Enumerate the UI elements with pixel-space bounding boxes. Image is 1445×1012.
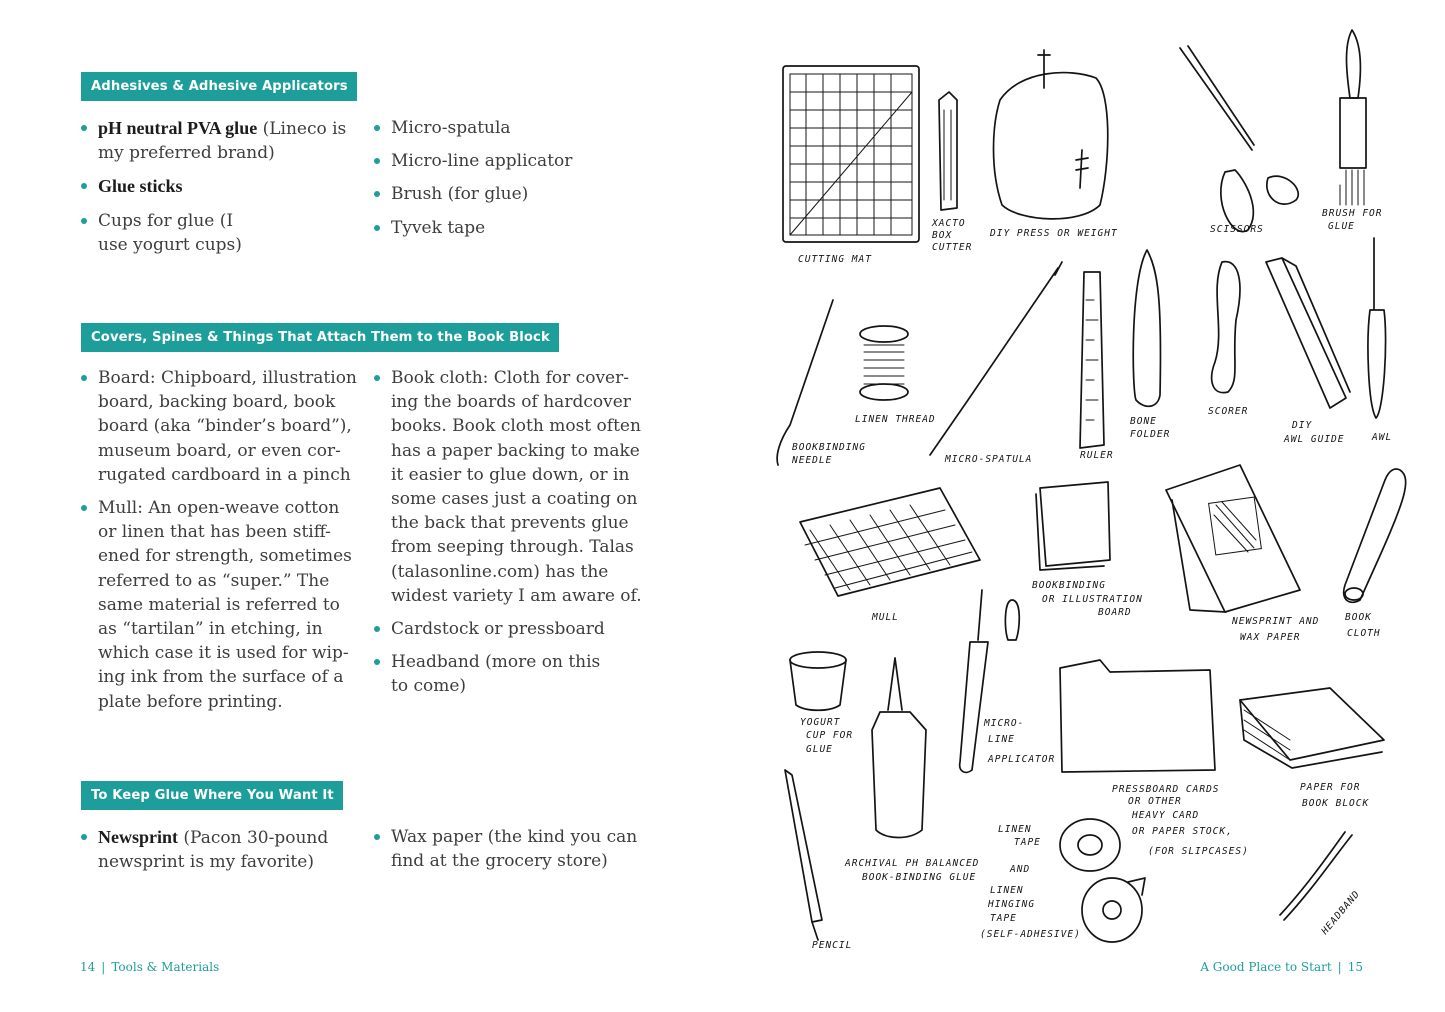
label-linen-tape-1: LINEN xyxy=(998,824,1032,835)
scissors-sketch xyxy=(1180,46,1298,232)
label-microline-2: LINE xyxy=(988,734,1015,745)
label-awl-guide-2: AWL GUIDE xyxy=(1284,434,1345,445)
label-needle-2: NEEDLE xyxy=(792,455,833,466)
bone-folder-sketch xyxy=(1133,250,1160,406)
label-linen-tape-2: TAPE xyxy=(1014,837,1041,848)
left-page xyxy=(0,0,720,1012)
label-newsprint-2: WAX PAPER xyxy=(1240,632,1301,643)
label-pencil: PENCIL xyxy=(812,940,853,951)
list-item: Brush (for glue) xyxy=(373,182,653,206)
diy-press-sketch xyxy=(994,50,1108,219)
label-bone-folder-2: FOLDER xyxy=(1130,429,1171,440)
label-newsprint-1: NEWSPRINT AND xyxy=(1232,616,1320,627)
label-headband: HEADBAND xyxy=(1319,888,1363,937)
label-glue-2: BOOK-BINDING GLUE xyxy=(862,872,977,883)
label-yogurt-1: YOGURT xyxy=(800,717,841,728)
label-needle-1: BOOKBINDING xyxy=(792,442,866,453)
list-item: Board: Chipboard, illustration board, backing board, book board (aka “binder’s board”), museum board, or even cor-rugated cardboard in a pinch xyxy=(80,366,358,487)
label-pressboard-5: (FOR SLIPCASES) xyxy=(1148,846,1249,857)
list-item: Tyvek tape xyxy=(373,216,653,240)
list-item: Mull: An open-weave cotton or linen that has been stiff-ened for strength, sometimes referred to as “super.” The same material is referred to as “tartilan” in etching, in which case it is used for wip-ing ink from the surface of a plate before printing. xyxy=(80,496,358,714)
covers-list-col1 xyxy=(80,366,358,723)
label-scissors: SCISSORS xyxy=(1210,224,1264,235)
cutting-mat-sketch xyxy=(783,66,919,242)
list-item: pH neutral PVA glue (Lineco is my preferred brand) xyxy=(80,116,352,165)
tools-illustration xyxy=(722,0,1445,1012)
covers-list-col2 xyxy=(373,366,643,708)
linen-tape-sketch xyxy=(1060,819,1120,871)
running-title: A Good Place to Start xyxy=(1200,960,1332,974)
label-scorer: SCORER xyxy=(1208,406,1249,417)
label-hinging-3: TAPE xyxy=(990,913,1017,924)
label-board-1: BOOKBINDING xyxy=(1032,580,1106,591)
label-board-3: BOARD xyxy=(1098,607,1132,618)
label-book-cloth-1: BOOK xyxy=(1345,612,1372,623)
label-yogurt-2: CUP FOR xyxy=(806,730,854,741)
keep-glue-list-col1 xyxy=(80,825,355,883)
label-hinging-2: HINGING xyxy=(988,899,1036,910)
adhesives-list-col1 xyxy=(80,116,352,266)
label-and: AND xyxy=(1010,864,1031,875)
awl-sketch xyxy=(1368,238,1386,418)
adhesives-list-col2 xyxy=(373,116,653,249)
mull-sketch xyxy=(800,488,980,596)
section-heading-covers: Covers, Spines & Things That Attach Them to the Book Block xyxy=(81,323,559,352)
label-awl-guide-1: DIY xyxy=(1292,420,1313,431)
label-hinging-1: LINEN xyxy=(990,885,1024,896)
label-book-cloth-2: CLOTH xyxy=(1347,628,1381,639)
book-cloth-sketch xyxy=(1344,469,1406,602)
newsprint-sketch xyxy=(1166,465,1300,612)
section-heading-adhesives: Adhesives & Adhesive Applicators xyxy=(81,72,357,101)
awl-guide-sketch xyxy=(1266,258,1350,408)
pencil-sketch xyxy=(785,770,822,940)
label-spatula: MICRO-SPATULA xyxy=(945,454,1033,465)
micro-line-applicator-sketch xyxy=(960,590,1020,772)
paper-block-sketch xyxy=(1240,688,1384,768)
label-paper-block-1: PAPER FOR xyxy=(1300,782,1361,793)
label-yogurt-3: GLUE xyxy=(806,744,833,755)
list-item: Glue sticks xyxy=(80,174,352,199)
hinging-tape-sketch xyxy=(1082,878,1145,942)
list-item: Cardstock or pressboard xyxy=(373,617,643,641)
brush-sketch xyxy=(1340,30,1366,205)
label-pressboard-4: OR PAPER STOCK, xyxy=(1132,826,1233,837)
label-ruler: RULER xyxy=(1080,450,1114,461)
glue-bottle-sketch xyxy=(872,658,926,838)
label-xacto-2: BOX xyxy=(932,230,953,241)
micro-spatula-sketch xyxy=(930,262,1062,455)
scorer-sketch xyxy=(1212,262,1240,393)
section-heading-keep-glue: To Keep Glue Where You Want It xyxy=(81,781,343,810)
list-item: Newsprint (Pacon 30-pound newsprint is my favorite) xyxy=(80,825,355,874)
label-paper-block-2: BOOK BLOCK xyxy=(1302,798,1370,809)
list-item: Cups for glue (I use yogurt cups) xyxy=(80,209,352,257)
xacto-cutter-sketch xyxy=(939,92,957,210)
label-glue-1: ARCHIVAL PH BALANCED xyxy=(845,858,980,869)
label-xacto-3: CUTTER xyxy=(932,242,973,253)
list-item: Micro-spatula xyxy=(373,116,653,140)
label-brush-1: BRUSH FOR xyxy=(1322,208,1383,219)
list-item: Headband (more on this to come) xyxy=(373,650,643,698)
label-board-2: OR ILLUSTRATION xyxy=(1042,594,1143,605)
pressboard-sketch xyxy=(1060,660,1215,772)
label-cutting-mat: CUTTING MAT xyxy=(798,254,872,265)
label-hinging-4: (SELF-ADHESIVE) xyxy=(980,929,1081,940)
label-pressboard-2: OR OTHER xyxy=(1128,796,1182,807)
label-awl: AWL xyxy=(1372,432,1393,443)
right-page xyxy=(722,0,1445,1012)
label-thread: LINEN THREAD xyxy=(855,414,936,425)
label-xacto-1: XACTO xyxy=(932,218,966,229)
label-pressboard-1: PRESSBOARD CARDS xyxy=(1112,784,1220,795)
right-folio: A Good Place to Start | 15 xyxy=(1200,960,1363,974)
keep-glue-list-col2 xyxy=(373,825,643,882)
label-brush-2: GLUE xyxy=(1328,221,1355,232)
running-title: Tools & Materials xyxy=(111,960,220,974)
left-folio: 14 | Tools & Materials xyxy=(80,960,220,974)
linen-thread-sketch xyxy=(860,326,908,400)
label-microline-1: MICRO- xyxy=(984,718,1025,729)
list-item: Book cloth: Cloth for cover-ing the boards of hardcover books. Book cloth most often has a paper backing to make it easier to glue down, or in some cases just a coating on the back that prevents glue from seeping through. Talas (talasonline.com) has the widest variety I am aware of. xyxy=(373,366,643,608)
label-mull: MULL xyxy=(872,612,899,623)
list-item: Micro-line applicator xyxy=(373,149,653,173)
label-press: DIY PRESS OR WEIGHT xyxy=(990,228,1118,239)
label-bone-folder-1: BONE xyxy=(1130,416,1157,427)
yogurt-cup-sketch xyxy=(790,652,846,710)
label-pressboard-3: HEAVY CARD xyxy=(1132,810,1200,821)
list-item: Wax paper (the kind you can find at the grocery store) xyxy=(373,825,643,873)
ruler-sketch xyxy=(1080,272,1104,448)
needle-sketch xyxy=(777,300,833,465)
page-number: 14 xyxy=(80,960,96,974)
page-number: 15 xyxy=(1347,960,1363,974)
label-microline-3: APPLICATOR xyxy=(988,754,1056,765)
board-sketch xyxy=(1036,482,1110,570)
